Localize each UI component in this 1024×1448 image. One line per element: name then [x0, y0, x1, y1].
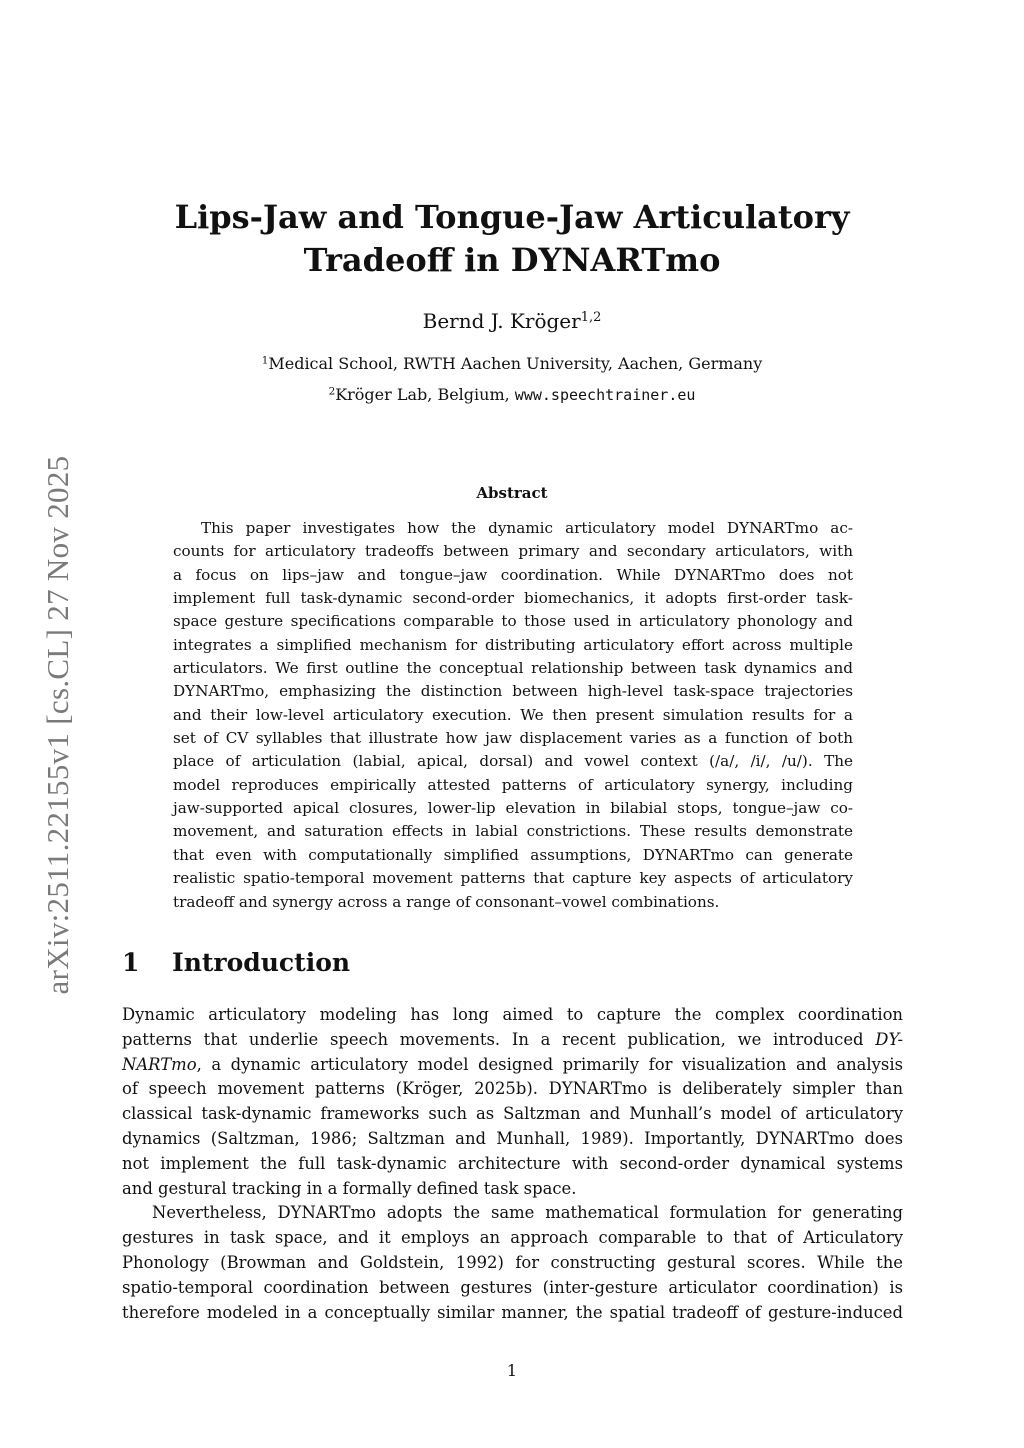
body-line: spatio-temporal coordination between gestures (inter-gesture articulator coordination) is — [122, 1277, 903, 1297]
section-title: Introduction — [172, 948, 351, 977]
author-name: Bernd J. Kröger — [422, 309, 581, 333]
affiliation-1 — [0, 354, 1024, 373]
page-number: 1 — [506, 1361, 518, 1380]
body-line: gestures in task space, and it employs an approach comparable to that of Articulatory — [122, 1228, 903, 1248]
abstract-line: tradeoff and synergy across a range of consonant–vowel combinations. — [173, 892, 720, 911]
body-line: dynamics (Saltzman, 1986; Saltzman and Munhall, 1989). Importantly, DYNARTmo does — [122, 1128, 903, 1148]
abstract-line: jaw-supported apical closures, lower-lip elevation in bilabial stops, tongue–jaw co- — [173, 799, 853, 818]
abstract-line: a focus on lips–jaw and tongue–jaw coordination. While DYNARTmo does not — [173, 565, 853, 584]
abstract-line: DYNARTmo, emphasizing the distinction between high-level task-space trajectories — [173, 682, 853, 701]
body-line: Phonology (Browman and Goldstein, 1992) for constructing gestural scores. While the — [122, 1252, 903, 1272]
body-line: and gestural tracking in a formally defined task space. — [122, 1178, 577, 1198]
abstract-line: integrates a simplified mechanism for distributing articulatory effort across multiple — [173, 635, 853, 654]
abstract-line: realistic spatio-temporal movement patterns that capture key aspects of articulatory — [173, 869, 853, 888]
body-line: Dynamic articulatory modeling has long aimed to capture the complex coordination — [122, 1005, 903, 1024]
body-line — [122, 1028, 903, 1053]
body-text — [122, 1003, 903, 1325]
affiliation-1-text: Medical School, RWTH Aachen University, Aachen, Germany — [268, 354, 763, 373]
body-line: of speech movement patterns (Kröger, 2025b). DYNARTmo is deliberately simpler than — [122, 1079, 903, 1099]
body-line-text: patterns that underlie speech movements. In a recent publication, we introduced — [122, 1029, 864, 1049]
paper-title — [140, 196, 884, 282]
author-affil-marks: 1,2 — [580, 309, 602, 325]
affiliation-2-text: Kröger Lab, Belgium, — [335, 385, 515, 404]
abstract-heading: Abstract — [476, 484, 548, 502]
affiliation-2 — [0, 385, 1024, 404]
body-line: classical task-dynamic frameworks such as Saltzman and Munhall’s model of articulatory — [122, 1104, 903, 1124]
abstract-body — [173, 517, 853, 914]
abstract-line: articulators. We first outline the conceptual relationship between task dynamics and — [173, 659, 853, 678]
abstract-line: that even with computationally simplified assumptions, DYNARTmo can generate — [173, 845, 853, 864]
body-line: not implement the full task-dynamic architecture with second-order dynamical systems — [122, 1153, 903, 1173]
italic-model-name: DY- — [875, 1029, 903, 1049]
section-heading — [122, 948, 350, 977]
title-line-2: Tradeoff in DYNARTmo — [303, 241, 721, 279]
section-number: 1 — [122, 948, 140, 977]
abstract-line: movement, and saturation effects in labial constrictions. These results demonstrate — [173, 822, 853, 841]
body-line-text: , a dynamic articulatory model designed primarily for visualization and analysis — [196, 1054, 903, 1074]
body-line: Nevertheless, DYNARTmo adopts the same mathematical formulation for generating — [152, 1203, 903, 1223]
abstract-line: model reproduces empirically attested patterns of articulatory synergy, including — [173, 775, 853, 794]
title-line-1: Lips-Jaw and Tongue-Jaw Articulatory — [174, 198, 850, 236]
italic-model-name-cont: NARTmo — [122, 1054, 197, 1074]
abstract-line: space gesture specifications comparable to those used in articulatory phonology and — [173, 612, 853, 631]
body-line: therefore modeled in a conceptually similar manner, the spatial tradeoff of gesture-induced — [122, 1302, 903, 1322]
affiliation-1-mark: 1 — [261, 354, 269, 367]
body-line — [122, 1053, 903, 1078]
abstract-line: and their low-level articulatory execution. We then present simulation results for a — [173, 705, 853, 724]
abstract-line: place of articulation (labial, apical, dorsal) and vowel context (/a/, /i/, /u/). The — [173, 752, 853, 771]
abstract-line: This paper investigates how the dynamic articulatory model DYNARTmo ac- — [201, 519, 853, 537]
abstract-line: counts for articulatory tradeoffs between primary and secondary articulators, with — [173, 542, 853, 561]
arxiv-stamp: arXiv:2511.22155v1 [cs.CL] 27 Nov 2025 — [40, 455, 75, 995]
affiliation-2-url[interactable]: www.speechtrainer.eu — [514, 386, 696, 404]
abstract-line: implement full task-dynamic second-order biomechanics, it adopts first-order task- — [173, 589, 853, 608]
author-line — [0, 309, 1024, 333]
abstract-line: set of CV syllables that illustrate how jaw displacement varies as a function of both — [173, 729, 853, 748]
affiliation-2-mark: 2 — [328, 385, 336, 398]
